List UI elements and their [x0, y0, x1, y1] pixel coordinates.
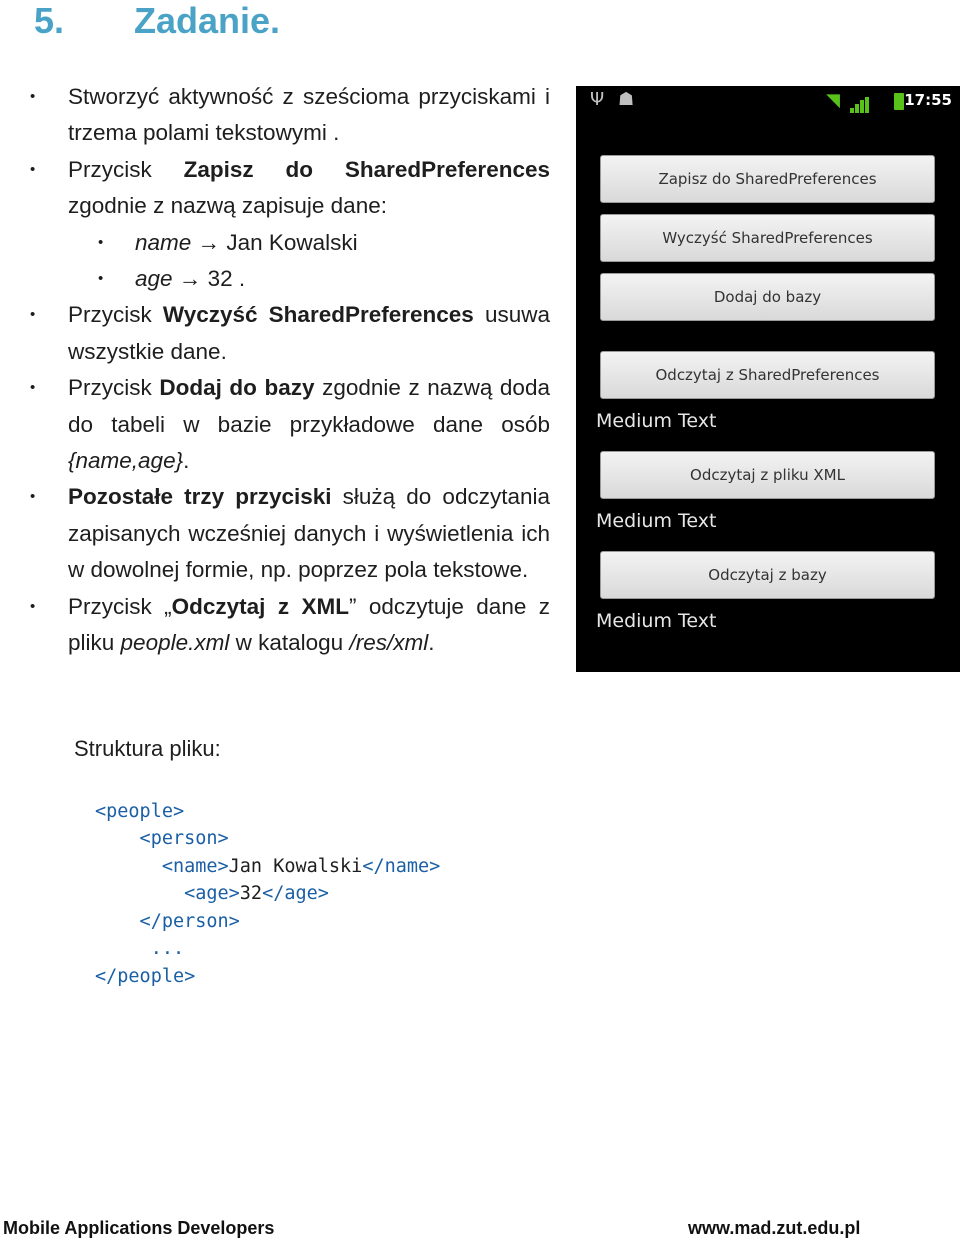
android-debug-icon: ☗	[618, 89, 635, 110]
xml-tag: </people>	[95, 965, 196, 987]
list-item-text: Przycisk	[68, 302, 152, 328]
xml-ellipsis: ...	[95, 938, 185, 959]
list-item-text: w katalogu	[235, 630, 344, 656]
status-time: 17:55	[904, 91, 952, 109]
punctuation: .	[428, 630, 435, 656]
list-item-bold: Pozostałe trzy przyciski	[68, 484, 332, 510]
list-item-text: usuwa wszystkie dane.	[68, 302, 550, 364]
folder-path: /res/xml	[349, 630, 429, 656]
wifi-icon: ◥	[826, 90, 840, 111]
file-name: people.xml	[120, 630, 230, 656]
code-line	[95, 798, 440, 826]
xml-tag: <person>	[95, 828, 229, 849]
list-item-text: zgodnie z nazwą doda do tabeli w bazie przykładowe dane osób	[68, 375, 550, 437]
footer-url: www.mad.zut.edu.pl	[688, 1218, 861, 1238]
battery-icon	[894, 93, 904, 110]
button-name: Odczytaj z XML	[171, 593, 349, 619]
text-view-2: Medium Text	[596, 510, 717, 532]
sub-list-item	[30, 261, 550, 297]
usb-icon: Ψ	[590, 89, 605, 110]
add-to-database-button[interactable]: Dodaj do bazy	[600, 273, 935, 321]
list-item	[30, 79, 550, 152]
xml-tag: <name>	[95, 855, 229, 877]
list-item-text: Przycisk „	[68, 593, 172, 619]
list-item-text: służą do odczytania zapisanych wcześniej danych i wyświetlenia ich w dowolnej formie, np. poprzez pola tekstowe.	[68, 484, 550, 583]
field-key: name	[135, 229, 192, 255]
signal-icon	[850, 94, 870, 113]
android-app-screenshot	[576, 86, 960, 672]
bullet-icon: •	[30, 379, 36, 397]
list-item	[30, 370, 550, 479]
xml-value: 32	[239, 883, 263, 904]
field-value: 32 .	[207, 266, 246, 292]
bullet-icon: •	[98, 233, 104, 251]
punctuation: .	[183, 448, 190, 474]
xml-tag: <age>	[95, 883, 240, 904]
code-line	[95, 853, 440, 881]
xml-tag: </age>	[262, 883, 329, 904]
list-item	[30, 152, 550, 225]
code-line	[95, 825, 440, 853]
sub-list-item	[30, 225, 550, 261]
list-item-text: zgodnie z nazwą zapisuje dane:	[68, 193, 387, 219]
button-name: Zapisz do SharedPreferences	[183, 156, 550, 182]
section-heading	[34, 0, 280, 42]
xml-tag: </name>	[362, 855, 441, 877]
text-view-3: Medium Text	[596, 610, 717, 632]
list-item	[30, 479, 550, 588]
section-title: Zadanie.	[134, 0, 281, 41]
clear-shared-preferences-button[interactable]: Wyczyść SharedPreferences	[600, 214, 935, 262]
list-item-text: Przycisk	[68, 375, 152, 401]
list-item-text: Stworzyć aktywność z sześcioma przyciskami i trzema polami tekstowymi .	[68, 84, 550, 146]
code-line	[95, 935, 440, 963]
list-item-italic: {name,age}	[68, 448, 184, 474]
save-shared-preferences-button[interactable]: Zapisz do SharedPreferences	[600, 155, 935, 203]
footer-left: Mobile Applications Developers	[3, 1218, 275, 1238]
status-bar	[576, 86, 960, 116]
bullet-icon: •	[30, 160, 36, 178]
bullet-icon: •	[30, 597, 36, 615]
button-name: Dodaj do bazy	[159, 375, 315, 401]
field-value: Jan Kowalski	[226, 229, 358, 255]
bullet-icon: •	[30, 88, 36, 105]
bullet-icon: •	[30, 488, 36, 506]
structure-label: Struktura pliku:	[74, 736, 221, 761]
arrow-icon: →	[178, 266, 202, 292]
list-item	[30, 297, 550, 370]
bullet-icon: •	[30, 306, 36, 324]
list-item-text: Przycisk	[68, 156, 152, 182]
arrow-icon: →	[197, 229, 221, 255]
code-line	[95, 908, 440, 936]
code-line	[95, 880, 440, 908]
read-database-button[interactable]: Odczytaj z bazy	[600, 551, 935, 599]
code-line	[95, 963, 440, 991]
task-description	[30, 79, 550, 662]
xml-tag: </person>	[95, 910, 240, 932]
bullet-icon: •	[98, 270, 104, 288]
xml-tag: <people>	[95, 800, 185, 822]
button-name: Wyczyść SharedPreferences	[162, 302, 474, 328]
list-item	[30, 589, 550, 662]
xml-code-block	[95, 770, 440, 1018]
text-view-1: Medium Text	[596, 410, 717, 432]
read-shared-preferences-button[interactable]: Odczytaj z SharedPreferences	[600, 351, 935, 399]
section-number: 5.	[34, 0, 65, 41]
read-xml-file-button[interactable]: Odczytaj z pliku XML	[600, 451, 935, 499]
list-item-text: ” odczytuje dane z pliku	[68, 593, 550, 656]
xml-value: Jan Kowalski	[228, 855, 363, 877]
field-key: age	[135, 266, 173, 292]
